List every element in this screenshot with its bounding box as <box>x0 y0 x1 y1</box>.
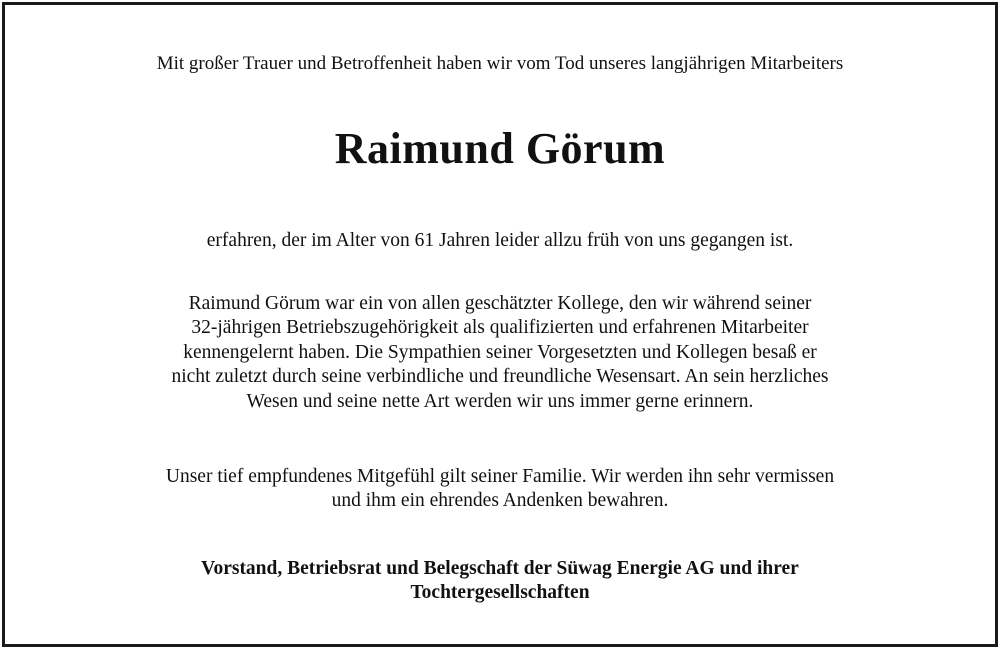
tribute-line: kennengelernt haben. Die Sympathien seiner Vorgesetzten und Kollegen besaß er <box>183 341 817 363</box>
deceased-name: Raimund Görum <box>334 124 666 173</box>
obituary-notice-frame <box>2 2 998 647</box>
tribute-line: 32-jährigen Betriebszugehörigkeit als qualifizierten und erfahrenen Mitarbeiter <box>191 317 809 339</box>
signature-line: Vorstand, Betriebsrat und Belegschaft der Süwag Energie AG und ihrer <box>201 558 799 579</box>
signature-line: Tochtergesellschaften <box>410 582 590 603</box>
age-statement: erfahren, der im Alter von 61 Jahren leider allzu früh von uns gegangen ist. <box>206 230 794 251</box>
condolence-paragraph <box>5 465 995 514</box>
tribute-paragraph <box>5 292 995 414</box>
condolence-line: Unser tief empfundenes Mitgefühl gilt seiner Familie. Wir werden ihn sehr vermissen <box>165 466 835 487</box>
intro-text: Mit großer Trauer und Betroffenheit haben wir vom Tod unseres langjährigen Mitarbeiters <box>156 53 844 74</box>
tribute-line: Raimund Görum war ein von allen geschätzter Kollege, den wir während seiner <box>188 293 812 314</box>
condolence-line: und ihm ein ehrendes Andenken bewahren. <box>331 490 669 512</box>
signature-block <box>5 557 995 605</box>
tribute-line: nicht zuletzt durch seine verbindliche und freundliche Wesensart. An sein herzliches <box>171 366 829 388</box>
tribute-line: Wesen und seine nette Art werden wir uns immer gerne erinnern. <box>246 390 754 412</box>
